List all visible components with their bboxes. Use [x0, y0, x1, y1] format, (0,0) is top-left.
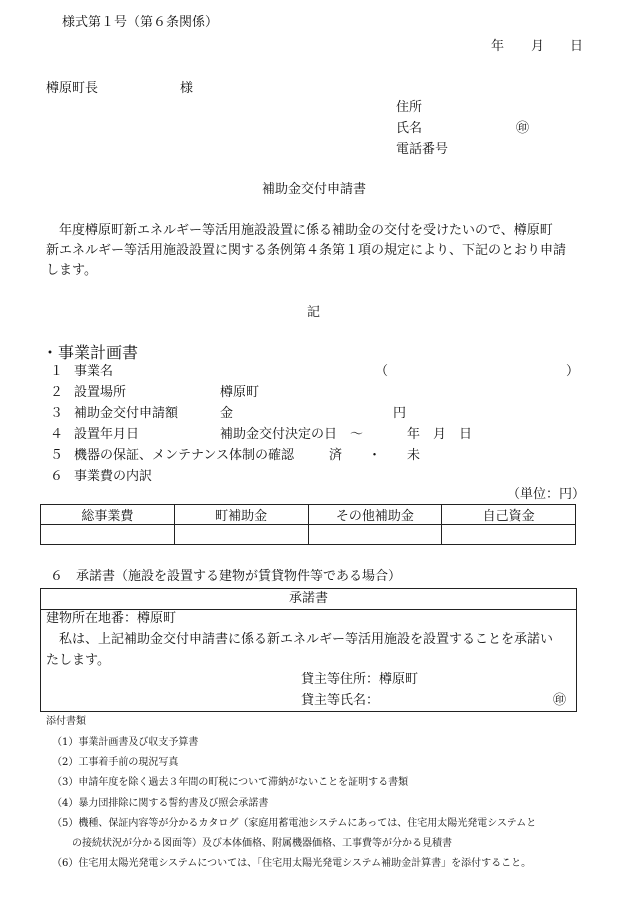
plan-item-1-close-paren: ） [566, 364, 580, 379]
budget-cell-own-funds[interactable] [442, 525, 576, 545]
consent-item-line: ６ 承諾書（施設を設置する建物が賃貸物件等である場合） [50, 569, 402, 584]
body-line-1: 年度樽原町新エネルギー等活用施設設置に係る補助金の交付を受けたいので、樽原町 [46, 223, 553, 238]
budget-cell-other-subsidy[interactable] [308, 525, 442, 545]
budget-table [40, 504, 576, 545]
attachments-heading: 添付書類 [46, 716, 86, 727]
budget-header-town-subsidy: 町補助金 [174, 505, 308, 525]
plan-item-2-value: 樽原町 [220, 385, 260, 400]
applicant-seal-icon: ㊞ [516, 121, 530, 136]
consent-text-line-1: 私は、上記補助金交付申請書に係る新エネルギー等活用施設を設置することを承諾い [46, 632, 554, 647]
consent-text-line-2: たします。 [46, 653, 110, 668]
attachment-item-5: （5）機種、保証内容等が分かるカタログ（家庭用蓄電池システムにあっては、住宅用太陽光発電システムと [52, 818, 537, 829]
plan-item-4-num: ４ [50, 427, 64, 442]
budget-cell-total[interactable] [41, 525, 175, 545]
landlord-address: 貸主等住所：樽原町 [301, 672, 419, 687]
addressee-honorific: 様 [180, 81, 194, 96]
attachment-item-4: （4）暴力団排除に関する誓約書及び照会承諾書 [52, 798, 269, 809]
plan-item-4-date: 年 月 日 [407, 427, 473, 442]
applicant-phone-label: 電話番号 [396, 142, 449, 157]
consent-location: 建物所在地番：樽原町 [46, 611, 177, 626]
plan-item-6-label: 事業費の内訳 [74, 469, 153, 484]
attachment-item-2: （2）工事着手前の現況写真 [52, 757, 179, 768]
body-line-3: します。 [46, 263, 97, 278]
date-day: 日 [570, 39, 584, 54]
plan-item-4-label: 設置年月日 [74, 427, 140, 442]
unit-note: （単位：円） [507, 487, 586, 502]
attachment-item-5-cont: の接続状況が分かる図面等）及び本体価格、附属機器価格、工事費等が分かる見積書 [52, 838, 452, 849]
consent-title: 承諾書 [41, 589, 576, 610]
plan-item-5-value: 済 ・ 未 [329, 448, 421, 463]
budget-header-row [41, 505, 576, 525]
plan-item-1-num: １ [50, 364, 64, 379]
plan-item-3-num: ３ [50, 406, 64, 421]
plan-item-5-num: ５ [50, 448, 64, 463]
budget-header-own-funds: 自己資金 [442, 505, 576, 525]
ki-mark: 記 [307, 305, 321, 320]
attachment-item-6: （6）住宅用太陽光発電システムについては、「住宅用太陽光発電システム補助金計算書」を添付すること。 [52, 858, 532, 869]
applicant-address-label: 住所 [396, 100, 423, 115]
plan-item-1-open-paren: （ [375, 364, 389, 379]
plan-item-3-value: 金 [220, 406, 234, 421]
applicant-name-label: 氏名 [396, 121, 423, 136]
addressee: 樽原町長 [46, 81, 99, 96]
date-month: 月 [531, 39, 545, 54]
form-label: 様式第１号（第６条関係） [62, 15, 219, 30]
attachment-item-1: （1）事業計画書及び収支予算書 [52, 737, 199, 748]
plan-item-3-label: 補助金交付申請額 [74, 406, 179, 421]
budget-value-row [41, 525, 576, 545]
budget-header-other-subsidy: その他補助金 [308, 505, 442, 525]
plan-item-2-num: ２ [50, 385, 64, 400]
plan-item-6-num: ６ [50, 469, 64, 484]
plan-item-5-label: 機器の保証、メンテナンス体制の確認 [74, 448, 294, 463]
landlord-seal-icon: ㊞ [553, 693, 567, 708]
landlord-name: 貸主等氏名： [301, 693, 380, 708]
plan-item-3-unit: 円 [393, 406, 407, 421]
document-title: 補助金交付申請書 [262, 182, 367, 197]
attachment-item-3: （3）申請年度を除く過去３年間の町税について滞納がないことを証明する書類 [52, 777, 409, 788]
budget-header-total: 総事業費 [41, 505, 175, 525]
date-year: 年 [491, 39, 505, 54]
body-line-2: 新エネルギー等活用施設設置に関する条例第４条第１項の規定により、下記のとおり申請 [46, 243, 567, 258]
plan-item-4-value: 補助金交付決定の日 ～ [220, 427, 364, 442]
plan-heading: ・事業計画書 [42, 343, 139, 362]
plan-item-1-label: 事業名 [74, 364, 114, 379]
budget-cell-town-subsidy[interactable] [174, 525, 308, 545]
plan-item-2-label: 設置場所 [74, 385, 127, 400]
